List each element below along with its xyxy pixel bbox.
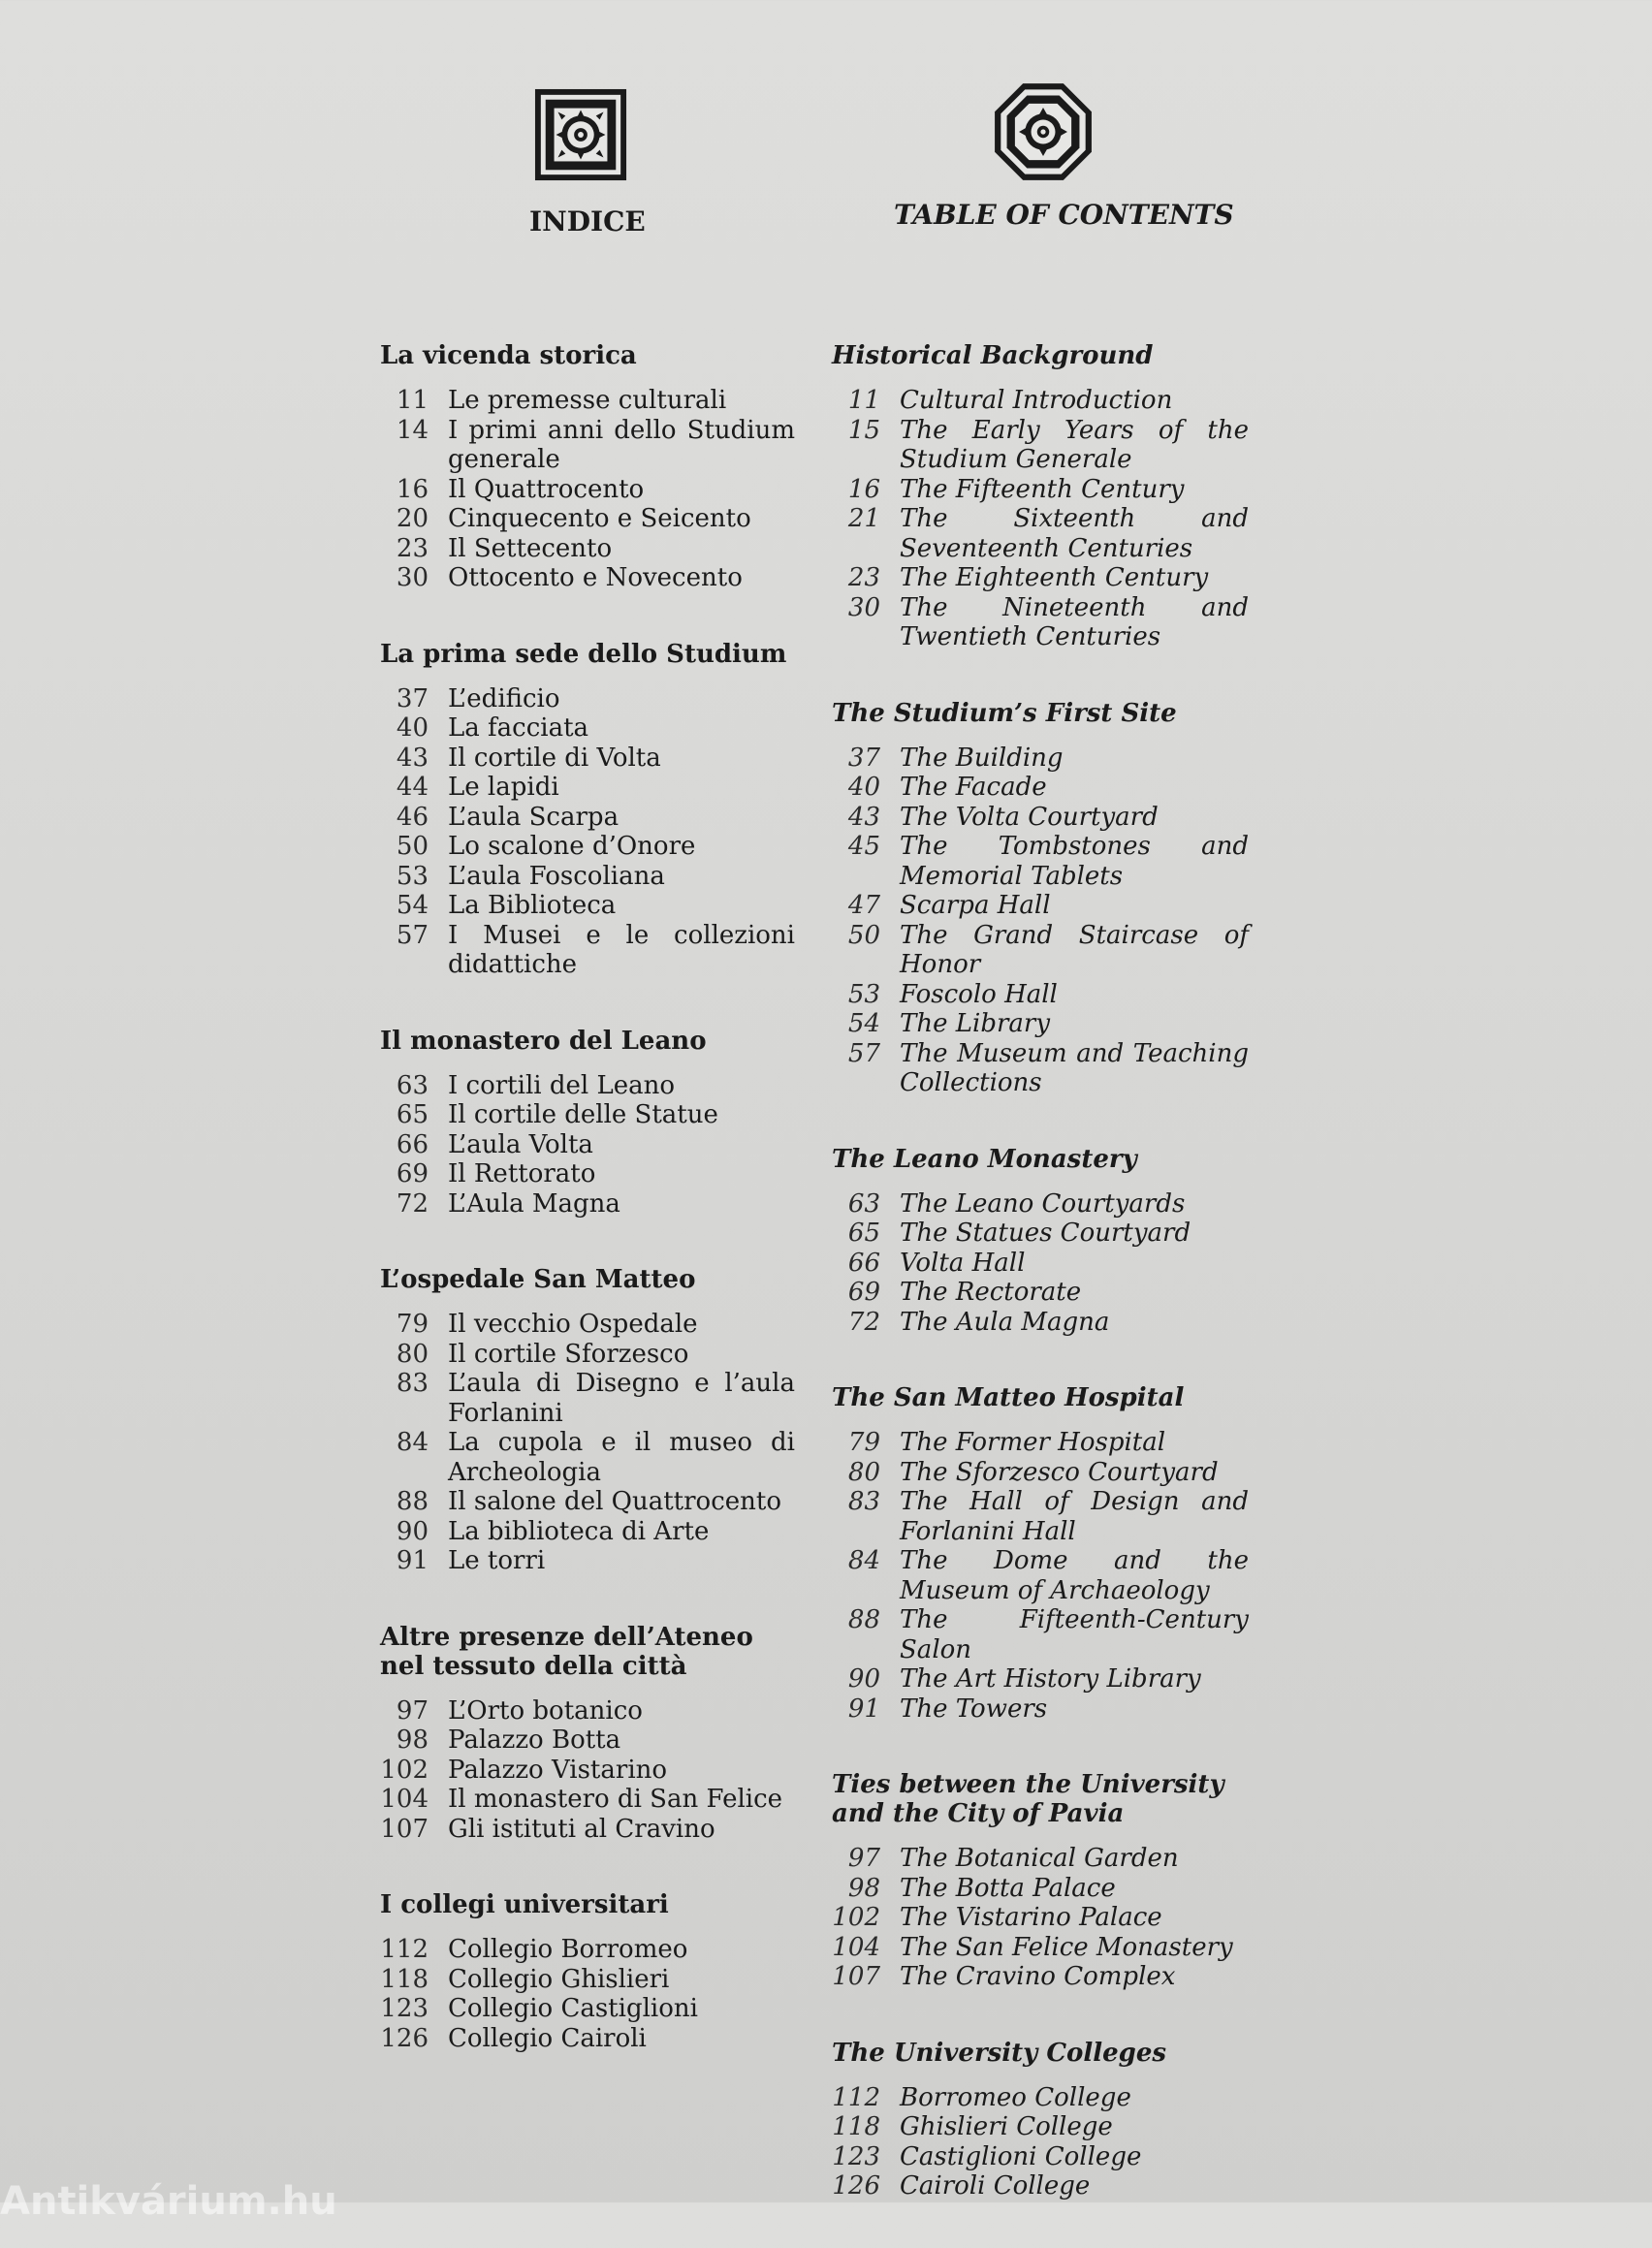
entry-title: The Cravino Complex xyxy=(900,1962,1176,1991)
toc-entry[interactable] xyxy=(832,1664,1249,1694)
toc-entry[interactable] xyxy=(380,862,795,892)
page-number: 98 xyxy=(847,1873,880,1903)
toc-entry[interactable] xyxy=(832,1458,1249,1488)
page-number: 47 xyxy=(847,891,880,920)
toc-section xyxy=(832,1145,1249,1338)
page-number: 88 xyxy=(396,1487,429,1516)
section-title: The Leano Monastery xyxy=(832,1144,1137,1174)
page-number: 65 xyxy=(396,1100,429,1129)
page-number: 97 xyxy=(396,1695,429,1726)
toc-entry[interactable] xyxy=(832,921,1249,980)
entry-title: Palazzo Botta xyxy=(448,1726,621,1755)
page-number: 118 xyxy=(832,2112,880,2141)
section-title: Altre presenze dell’Ateneo nel tessuto della città xyxy=(380,1622,753,1681)
toc-section xyxy=(832,2039,1249,2201)
entry-title: L’edificio xyxy=(448,683,560,713)
toc-entry[interactable] xyxy=(832,1605,1249,1664)
toc-entry[interactable] xyxy=(380,1071,795,1101)
toc-entry[interactable] xyxy=(380,832,795,862)
page-number: 16 xyxy=(847,474,880,504)
entry-title: Il Quattrocento xyxy=(448,474,645,504)
toc-entry[interactable] xyxy=(380,416,795,475)
entry-title: L’Orto botanico xyxy=(448,1695,643,1726)
page-number: 84 xyxy=(847,1546,880,1575)
page-number: 88 xyxy=(847,1605,880,1634)
entry-title: The Vistarino Palace xyxy=(900,1903,1162,1932)
toc-entry[interactable] xyxy=(380,684,795,714)
page-number: 37 xyxy=(396,683,429,713)
page-number: 14 xyxy=(396,415,429,445)
toc-entry[interactable] xyxy=(832,563,1249,593)
entry-title: The Early Years of the Studium Generale xyxy=(900,415,1249,474)
toc-entry[interactable] xyxy=(832,1039,1249,1098)
entry-title: The Botta Palace xyxy=(900,1873,1116,1903)
page-number: 104 xyxy=(380,1785,429,1814)
toc-entry[interactable] xyxy=(380,891,795,921)
page-number: 91 xyxy=(396,1546,429,1575)
page-number: 79 xyxy=(396,1310,429,1339)
entry-title: The Former Hospital xyxy=(900,1428,1166,1457)
toc-entry[interactable] xyxy=(380,534,795,564)
toc-section xyxy=(380,1890,795,2053)
page-number: 15 xyxy=(847,415,880,445)
section-title: L’ospedale San Matteo xyxy=(380,1265,696,1294)
toc-section xyxy=(832,1770,1249,1992)
index-heading-english: TABLE OF CONTENTS xyxy=(894,199,1234,231)
toc-english xyxy=(832,341,1249,2248)
entry-title: Ottocento e Novecento xyxy=(448,563,743,592)
section-title: Il monastero del Leano xyxy=(380,1026,707,1056)
page-number: 21 xyxy=(847,504,880,533)
toc-section xyxy=(380,341,795,593)
toc-entry[interactable] xyxy=(380,1935,795,1965)
page-number: 65 xyxy=(847,1219,880,1248)
toc-entry[interactable] xyxy=(832,1962,1249,1992)
page-number: 20 xyxy=(396,504,429,533)
page-number: 30 xyxy=(396,563,429,592)
toc-entry[interactable] xyxy=(832,1189,1249,1219)
toc-entry[interactable] xyxy=(832,1428,1249,1458)
entry-title: L’aula di Disegno e l’aula Forlanini xyxy=(448,1369,795,1428)
page-number: 90 xyxy=(396,1516,429,1546)
section-title: I collegi universitari xyxy=(380,1890,669,1919)
entry-title: Castiglioni College xyxy=(900,2141,1142,2171)
toc-entry[interactable] xyxy=(380,1546,795,1576)
toc-entry[interactable] xyxy=(832,773,1249,803)
section-title: The San Matteo Hospital xyxy=(832,1383,1185,1412)
toc-section xyxy=(380,1623,795,1845)
toc-entry[interactable] xyxy=(832,1844,1249,1874)
toc-entry[interactable] xyxy=(380,773,795,803)
page-number: 80 xyxy=(847,1457,880,1487)
entry-title: La cupola e il museo di Archeologia xyxy=(448,1428,795,1487)
entry-title: The Fifteenth Century xyxy=(900,474,1185,504)
entry-title: The Volta Courtyard xyxy=(900,802,1159,832)
entry-title: Cairoli College xyxy=(900,2171,1091,2201)
entry-title: The Grand Staircase of Honor xyxy=(900,920,1249,979)
toc-italian xyxy=(380,341,795,2100)
entry-title: L’Aula Magna xyxy=(448,1188,620,1219)
entry-title: Lo scalone d’Onore xyxy=(448,832,696,861)
toc-entry[interactable] xyxy=(380,563,795,593)
toc-entry[interactable] xyxy=(832,416,1249,475)
page-number: 30 xyxy=(847,592,880,622)
toc-entry[interactable] xyxy=(832,1694,1249,1725)
entry-title: Le premesse culturali xyxy=(448,386,727,415)
entry-title: The Nineteenth and Twentieth Centuries xyxy=(900,592,1249,651)
page-number: 43 xyxy=(847,802,880,832)
entry-title: The Leano Courtyards xyxy=(900,1188,1186,1219)
toc-entry[interactable] xyxy=(380,1696,795,1726)
toc-entry[interactable] xyxy=(380,386,795,416)
entry-title: The Fifteenth-Century Salon xyxy=(900,1605,1249,1664)
entry-title: The Sixteenth and Seventeenth Centuries xyxy=(900,504,1249,563)
page-number: 54 xyxy=(396,891,429,920)
toc-entry[interactable] xyxy=(832,1278,1249,1308)
toc-section xyxy=(832,341,1249,652)
entry-title: Borromeo College xyxy=(900,2082,1131,2112)
section-title: Ties between the University and the City of Pavia xyxy=(832,1770,1224,1828)
entry-title: Palazzo Vistarino xyxy=(448,1755,668,1785)
toc-entry[interactable] xyxy=(380,1428,795,1487)
entry-title: Collegio Ghislieri xyxy=(448,1964,670,1994)
toc-entry[interactable] xyxy=(832,980,1249,1010)
watermark: Antikvárium.hu xyxy=(0,2179,337,2224)
page-number: 50 xyxy=(396,832,429,861)
entry-title: Cultural Introduction xyxy=(900,386,1173,415)
page-number: 107 xyxy=(380,1814,429,1844)
page-number: 72 xyxy=(396,1188,429,1219)
toc-entry[interactable] xyxy=(832,475,1249,505)
toc-section xyxy=(380,1265,795,1576)
entry-title: Il cortile Sforzesco xyxy=(448,1339,689,1369)
page-number: 23 xyxy=(847,563,880,592)
entry-title: Foscolo Hall xyxy=(900,979,1058,1009)
toc-entry[interactable] xyxy=(380,1994,795,2024)
toc-entry[interactable] xyxy=(380,1100,795,1130)
page-number: 83 xyxy=(847,1487,880,1516)
entry-title: Collegio Cairoli xyxy=(448,2023,647,2053)
toc-entry[interactable] xyxy=(380,1159,795,1189)
toc-entry[interactable] xyxy=(832,1546,1249,1605)
entry-title: Le lapidi xyxy=(448,773,559,802)
page-number: 66 xyxy=(847,1248,880,1278)
toc-entry[interactable] xyxy=(832,832,1249,891)
toc-entry[interactable] xyxy=(832,2112,1249,2142)
toc-section xyxy=(832,699,1249,1098)
toc-entry[interactable] xyxy=(832,1933,1249,1963)
entry-title: Cinquecento e Seicento xyxy=(448,504,751,533)
page-number: 84 xyxy=(396,1428,429,1457)
entry-title: Gli istituti al Cravino xyxy=(448,1814,715,1844)
entry-title: L’aula Scarpa xyxy=(448,802,620,832)
toc-entry[interactable] xyxy=(832,1219,1249,1249)
page-number: 40 xyxy=(847,773,880,802)
toc-entry[interactable] xyxy=(832,1009,1249,1039)
entry-title: L’aula Volta xyxy=(448,1129,593,1159)
toc-section xyxy=(380,640,795,980)
page-number: 16 xyxy=(396,474,429,504)
page-number: 53 xyxy=(847,979,880,1009)
entry-title: La biblioteca di Arte xyxy=(448,1516,710,1546)
page-number: 83 xyxy=(396,1369,429,1398)
entry-title: Il Rettorato xyxy=(448,1159,596,1188)
toc-entry[interactable] xyxy=(832,1249,1249,1279)
entry-title: The Tombstones and Memorial Tablets xyxy=(900,832,1249,891)
toc-entry[interactable] xyxy=(380,1785,795,1815)
page-number: 112 xyxy=(832,2082,880,2112)
entry-title: Il cortile delle Statue xyxy=(448,1100,718,1129)
toc-entry[interactable] xyxy=(380,803,795,833)
entry-title: Il monastero di San Felice xyxy=(448,1785,783,1814)
entry-title: The Botanical Garden xyxy=(900,1844,1179,1873)
index-heading-italian: INDICE xyxy=(529,206,646,237)
entry-title: The Statues Courtyard xyxy=(900,1219,1191,1248)
toc-entry[interactable] xyxy=(832,1308,1249,1338)
entry-title: The Hall of Design and Forlanini Hall xyxy=(900,1487,1249,1546)
entry-title: Ghislieri College xyxy=(900,2112,1113,2141)
toc-entry[interactable] xyxy=(380,713,795,744)
entry-title: I Musei e le collezioni didattiche xyxy=(448,920,795,979)
page-number: 63 xyxy=(847,1188,880,1219)
toc-entry[interactable] xyxy=(832,1874,1249,1904)
entry-title: The Building xyxy=(900,743,1064,773)
entry-title: L’aula Foscoliana xyxy=(448,861,665,891)
toc-entry[interactable] xyxy=(832,593,1249,652)
page-number: 37 xyxy=(847,743,880,773)
entry-title: Collegio Castiglioni xyxy=(448,1994,698,2023)
entry-title: The Museum and Teaching Collections xyxy=(900,1038,1249,1097)
page-number: 126 xyxy=(380,2023,429,2053)
toc-entry[interactable] xyxy=(380,1487,795,1517)
page-number: 98 xyxy=(396,1726,429,1755)
toc-entry[interactable] xyxy=(832,744,1249,774)
page-number: 50 xyxy=(847,920,880,950)
page-number: 57 xyxy=(396,920,429,950)
entry-title: The San Felice Monastery xyxy=(900,1932,1233,1962)
entry-title: Il Settecento xyxy=(448,533,613,563)
entry-title: The Dome and the Museum of Archaeology xyxy=(900,1546,1249,1605)
page-number: 91 xyxy=(847,1694,880,1724)
toc-entry[interactable] xyxy=(380,1189,795,1219)
page-number: 97 xyxy=(847,1844,880,1873)
toc-entry[interactable] xyxy=(380,1815,795,1845)
page-number: 126 xyxy=(832,2171,880,2201)
page-number: 63 xyxy=(396,1070,429,1100)
toc-entry[interactable] xyxy=(380,744,795,774)
page-number: 112 xyxy=(380,1935,429,1964)
entry-title: The Facade xyxy=(900,773,1047,802)
entry-title: The Eighteenth Century xyxy=(900,563,1209,592)
page-number: 118 xyxy=(380,1964,429,1994)
section-title: La prima sede dello Studium xyxy=(380,639,787,669)
page-number: 46 xyxy=(396,802,429,832)
toc-entry[interactable] xyxy=(380,1310,795,1340)
page-number: 53 xyxy=(396,861,429,891)
entry-title: Il vecchio Ospedale xyxy=(448,1310,698,1339)
page-number: 102 xyxy=(832,1903,880,1932)
page-number: 11 xyxy=(396,386,429,415)
toc-entry[interactable] xyxy=(832,891,1249,921)
page-number: 123 xyxy=(380,1994,429,2023)
toc-entry[interactable] xyxy=(832,803,1249,833)
page-number: 69 xyxy=(396,1159,429,1188)
page-number: 107 xyxy=(832,1962,880,1991)
entry-title: Collegio Borromeo xyxy=(448,1935,688,1964)
page-number: 66 xyxy=(396,1129,429,1159)
page-number: 40 xyxy=(396,713,429,743)
entry-title: The Art History Library xyxy=(900,1664,1201,1694)
page-number: 43 xyxy=(396,743,429,773)
entry-title: I primi anni dello Studium generale xyxy=(448,415,795,474)
toc-entry[interactable] xyxy=(380,1130,795,1160)
page-number: 23 xyxy=(396,533,429,563)
page-number: 102 xyxy=(380,1755,429,1785)
entry-title: La facciata xyxy=(448,713,589,743)
page-number: 57 xyxy=(847,1038,880,1068)
toc-entry[interactable] xyxy=(832,504,1249,563)
entry-title: I cortili del Leano xyxy=(448,1070,675,1100)
entry-title: La Biblioteca xyxy=(448,891,617,920)
section-title: The Studium’s First Site xyxy=(832,698,1177,728)
toc-entry[interactable] xyxy=(832,1487,1249,1546)
toc-entry[interactable] xyxy=(380,475,795,505)
page-number: 45 xyxy=(847,832,880,861)
octagon-rosette-icon xyxy=(993,81,1094,182)
toc-entry[interactable] xyxy=(380,2024,795,2054)
entry-title: The Aula Magna xyxy=(900,1307,1110,1337)
section-title: La vicenda storica xyxy=(380,341,637,370)
page-number: 11 xyxy=(847,386,880,415)
page-number: 44 xyxy=(396,773,429,802)
page-number: 80 xyxy=(396,1339,429,1369)
section-title: The University Colleges xyxy=(832,2038,1167,2068)
toc-entry[interactable] xyxy=(832,386,1249,416)
toc-section xyxy=(380,1027,795,1219)
toc-entry[interactable] xyxy=(380,1965,795,1995)
entry-title: Scarpa Hall xyxy=(900,891,1051,920)
page-number: 69 xyxy=(847,1278,880,1307)
page-number: 104 xyxy=(832,1932,880,1962)
toc-entry[interactable] xyxy=(380,1726,795,1756)
toc-section xyxy=(832,1383,1249,1724)
page-number: 123 xyxy=(832,2141,880,2171)
entry-title: Il salone del Quattrocento xyxy=(448,1487,782,1516)
toc-entry[interactable] xyxy=(832,2142,1249,2172)
toc-entry[interactable] xyxy=(832,1903,1249,1933)
toc-entry[interactable] xyxy=(380,1340,795,1370)
toc-entry[interactable] xyxy=(380,921,795,980)
section-title: Historical Background xyxy=(832,341,1154,370)
entry-title: The Library xyxy=(900,1009,1051,1038)
entry-title: The Rectorate xyxy=(900,1278,1082,1307)
page-number: 54 xyxy=(847,1009,880,1038)
page-number: 90 xyxy=(847,1664,880,1694)
toc-entry[interactable] xyxy=(380,504,795,534)
page-number: 72 xyxy=(847,1307,880,1337)
page-number: 79 xyxy=(847,1428,880,1457)
toc-entry[interactable] xyxy=(380,1369,795,1428)
toc-entry[interactable] xyxy=(832,2171,1249,2201)
entry-title: Le torri xyxy=(448,1546,546,1575)
toc-entry[interactable] xyxy=(380,1756,795,1786)
square-rosette-icon xyxy=(533,87,628,182)
toc-entry[interactable] xyxy=(832,2083,1249,2113)
entry-title: The Towers xyxy=(900,1694,1048,1724)
entry-title: Volta Hall xyxy=(900,1248,1026,1278)
entry-title: The Sforzesco Courtyard xyxy=(900,1457,1219,1487)
entry-title: Il cortile di Volta xyxy=(448,743,661,773)
toc-entry[interactable] xyxy=(380,1517,795,1547)
